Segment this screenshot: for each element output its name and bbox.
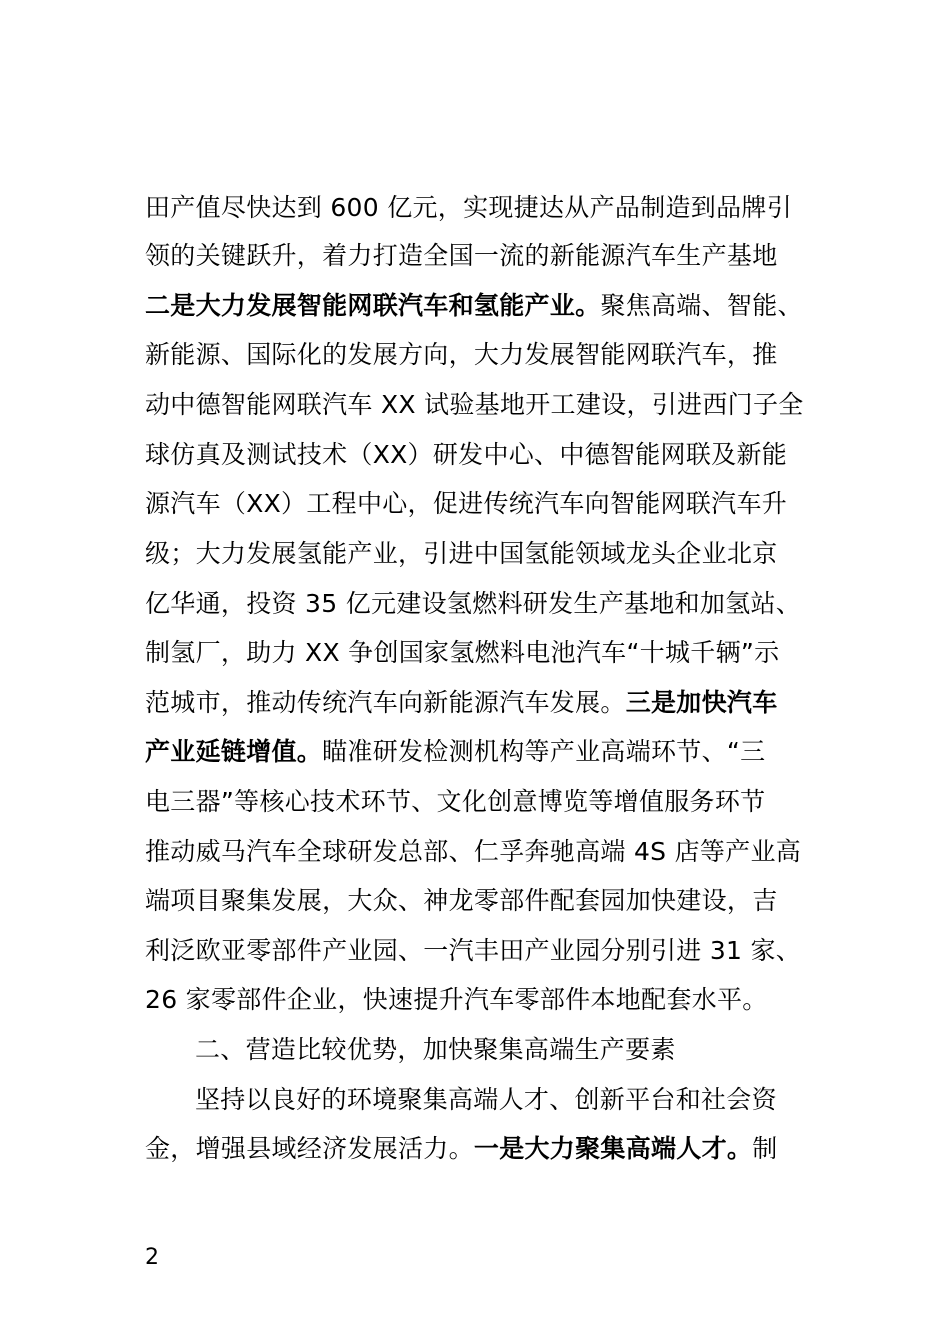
bold-heading-run: 一是大力聚集高端人才。: [473, 1134, 753, 1163]
text-run: 亿华通，投资 35 亿元建设氢燃料研发生产基地和加氢站、: [145, 589, 802, 618]
text-run: 动中德智能网联汽车 XX 试验基地开工建设，引进西门子全: [145, 390, 804, 419]
text-line-2: [145, 231, 825, 281]
page-number: 2: [145, 1245, 159, 1270]
text-run: 范城市，推动传统汽车向新能源汽车发展。: [145, 688, 626, 717]
text-run: 推动威马汽车全球研发总部、仁孚奔驰高端 4S 店等产业高: [145, 837, 802, 866]
text-run: 利泛欧亚零部件产业园、一汽丰田产业园分别引进 31 家、: [145, 936, 802, 965]
text-line-3: [145, 281, 825, 331]
text-run: 源汽车（XX）工程中心，促进传统汽车向智能网联汽车升: [145, 489, 788, 518]
text-run: 瞄准研发检测机构等产业高端环节、“三: [322, 737, 766, 766]
text-run: 新能源、国际化的发展方向，大力发展智能网联汽车，推: [145, 340, 778, 369]
text-line-12: [145, 727, 825, 777]
text-line-5: [145, 380, 825, 430]
text-run: 制: [752, 1134, 778, 1163]
text-line-17: [145, 975, 825, 1025]
text-line-19: [195, 1075, 875, 1125]
text-line-11: [145, 678, 825, 728]
text-run: 端项目聚集发展，大众、神龙零部件配套园加快建设，吉: [145, 886, 778, 915]
text-line-9: [145, 579, 825, 629]
text-run: 制氢厂，助力 XX 争创国家氢燃料电池汽车“十城千辆”示: [145, 638, 780, 667]
text-run: 26 家零部件企业，快速提升汽车零部件本地配套水平。: [145, 985, 768, 1014]
text-line-7: [145, 479, 825, 529]
text-line-1: [145, 183, 825, 233]
text-line-14: [145, 827, 825, 877]
text-run: 领的关键跃升，着力打造全国一流的新能源汽车生产基地: [145, 241, 778, 270]
text-run: 金，增强县域经济发展活力。: [145, 1134, 474, 1163]
text-run: 级；大力发展氢能产业，引进中国氢能领域龙头企业北京: [145, 539, 778, 568]
text-line-13: [145, 777, 825, 827]
text-line-6: [145, 430, 825, 480]
bold-heading-run: 二是大力发展智能网联汽车和氢能产业。: [145, 291, 601, 320]
text-line-16: [145, 926, 825, 976]
text-run: 二、营造比较优势，加快聚集高端生产要素: [195, 1035, 676, 1064]
bold-heading-run: 产业延链增值。: [145, 737, 323, 766]
text-line-8: [145, 529, 825, 579]
text-run: 聚焦高端、智能、: [600, 291, 803, 320]
text-line-20: [145, 1124, 825, 1174]
text-run: 田产值尽快达到 600 亿元，实现捷达从产品制造到品牌引: [145, 193, 793, 222]
text-run: 电三器”等核心技术环节、文化创意博览等增值服务环节: [145, 787, 766, 816]
text-run: 球仿真及测试技术（XX）研发中心、中德智能网联及新能: [145, 440, 788, 469]
text-line-4: [145, 330, 825, 380]
text-line-15: [145, 876, 825, 926]
text-run: 坚持以良好的环境聚集高端人才、创新平台和社会资: [195, 1085, 777, 1114]
section-heading: [195, 1025, 875, 1075]
text-line-10: [145, 628, 825, 678]
bold-heading-run: 三是加快汽车: [625, 688, 778, 717]
